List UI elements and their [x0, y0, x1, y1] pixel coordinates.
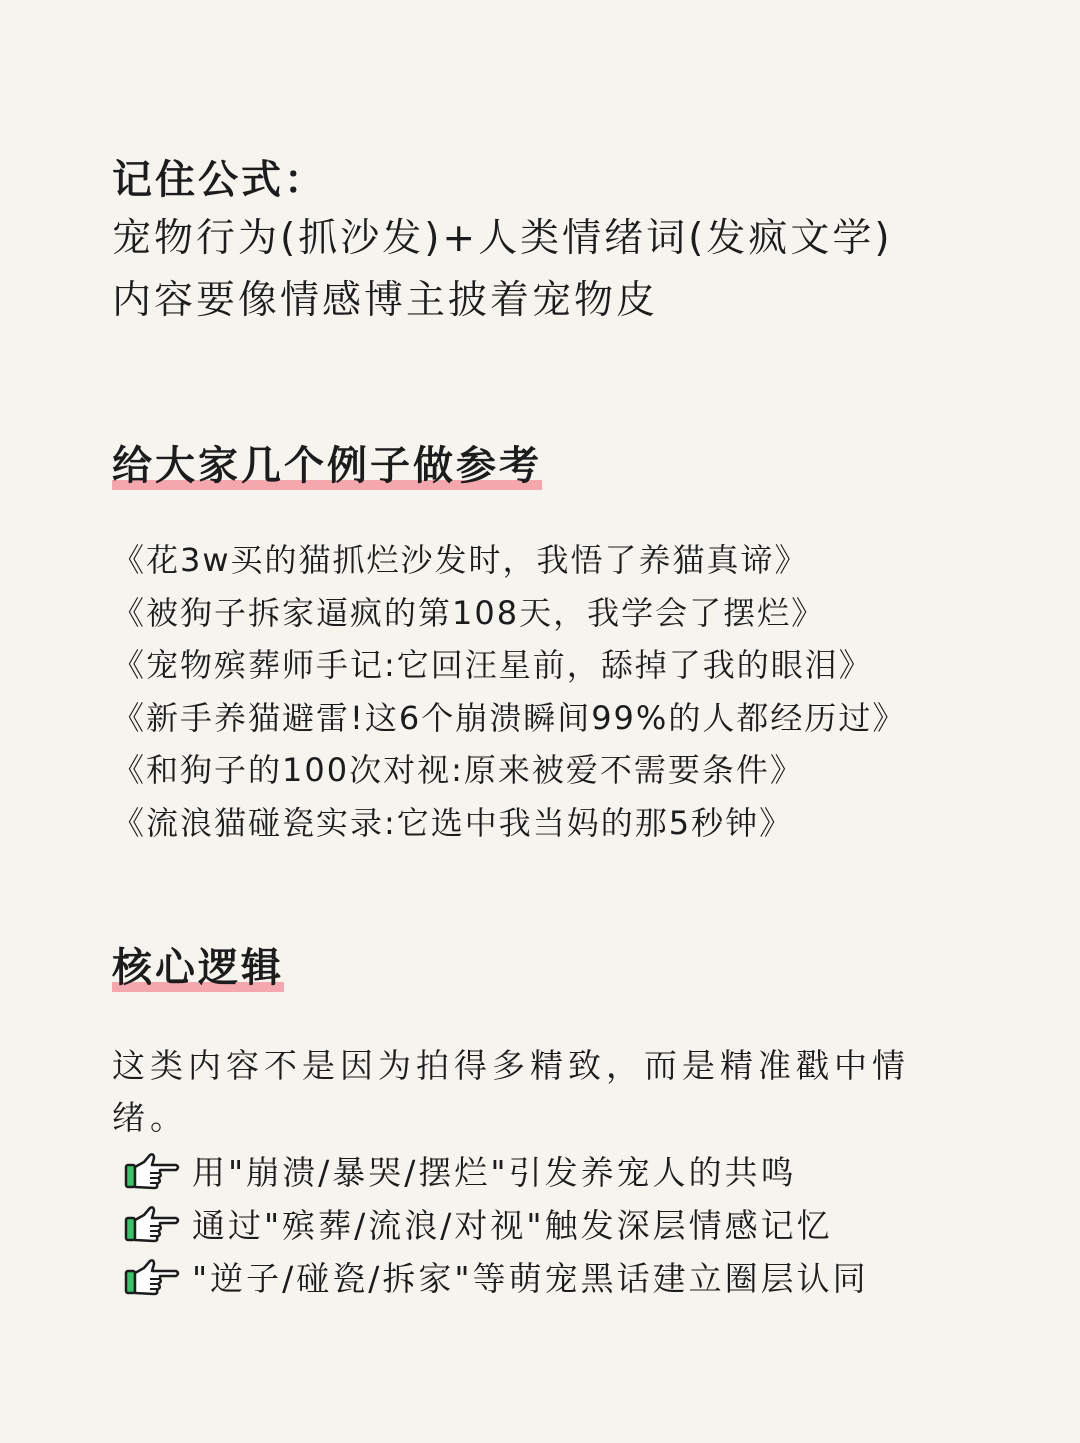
logic-bullet-text: 通过"殡葬/流浪/对视"触发深层情感记忆: [192, 1206, 833, 1245]
example-title: 《新手养猫避雷!这6个崩溃瞬间99%的人都经历过》: [112, 698, 907, 737]
examples-list: [112, 534, 906, 849]
example-title: 《被狗子拆家逼疯的第108天，我学会了摆烂》: [112, 593, 826, 632]
logic-heading: 核心逻辑: [112, 945, 284, 991]
logic-bullet-item: [124, 1197, 869, 1250]
logic-bullet-item: [124, 1250, 869, 1303]
logic-bullet-text: "逆子/碰瓷/拆家"等萌宠黑话建立圈层认同: [192, 1259, 869, 1298]
logic-heading-container: [112, 938, 284, 998]
examples-heading-container: [112, 436, 542, 496]
formula-line-2: 内容要像情感博主披着宠物皮: [112, 278, 659, 323]
pointing-hand-icon: [124, 1151, 180, 1191]
logic-bullet-text: 用"崩溃/暴哭/摆烂"引发养宠人的共鸣: [192, 1153, 797, 1192]
example-title: 《宠物殡葬师手记:它回汪星前，舔掉了我的眼泪》: [112, 646, 873, 684]
example-title: 《流浪猫碰瓷实录:它选中我当妈的那5秒钟》: [112, 803, 794, 842]
formula-heading: 记住公式：: [112, 157, 327, 203]
example-title: 《花3w买的猫抓烂沙发时，我悟了养猫真谛》: [112, 541, 809, 579]
logic-bullet-list: [124, 1144, 869, 1303]
example-title: 《和狗子的100次对视:原来被爱不需要条件》: [112, 751, 804, 789]
formula-line-1: 宠物行为(抓沙发)+人类情绪词(发疯文学): [112, 216, 893, 261]
examples-heading: 给大家几个例子做参考: [112, 443, 542, 489]
pointing-hand-icon: [124, 1257, 180, 1297]
pointing-hand-icon: [124, 1204, 180, 1244]
logic-bullet-item: [124, 1144, 869, 1197]
logic-intro-text: 这类内容不是因为拍得多精致，而是精准戳中情绪。: [112, 1046, 910, 1137]
